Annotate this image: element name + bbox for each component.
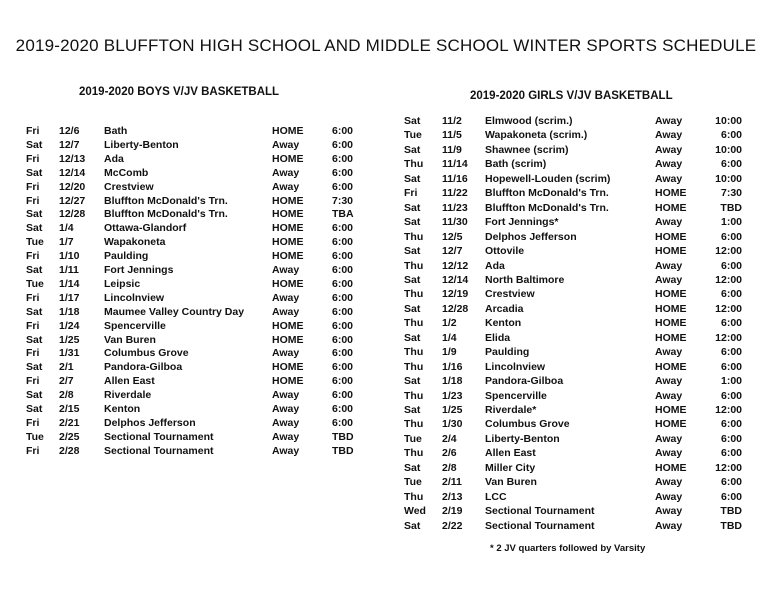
cell-date: 11/2: [442, 115, 462, 127]
cell-location: Away: [272, 264, 300, 276]
cell-time: 6:00: [332, 416, 354, 429]
girls-footnote: * 2 JV quarters followed by Varsity: [490, 543, 646, 554]
cell-time: 6:00: [720, 259, 742, 272]
cell-location: Away: [655, 346, 683, 359]
cell-opponent: Pandora-Gilboa: [104, 361, 183, 374]
cell-date: 1/23: [442, 389, 463, 402]
cell-time: 6:00: [720, 158, 742, 171]
cell-opponent: Riverdale*: [485, 404, 537, 416]
cell-day: Sat: [404, 375, 421, 388]
cell-opponent: Allen East: [104, 375, 155, 388]
cell-day: Sat: [26, 361, 43, 374]
cell-time: TBD: [720, 519, 742, 532]
cell-date: 2/15: [59, 403, 80, 415]
cell-date: 1/31: [59, 347, 80, 360]
cell-day: Sat: [404, 143, 421, 156]
cell-date: 1/4: [442, 331, 457, 344]
cell-day: Wed: [404, 505, 426, 518]
cell-opponent: Sectional Tournament: [485, 519, 595, 532]
cell-date: 12/7: [59, 138, 80, 151]
cell-location: HOME: [272, 194, 304, 207]
cell-location: Away: [272, 403, 300, 415]
cell-time: 6:00: [720, 288, 742, 301]
cell-day: Thu: [404, 490, 424, 503]
cell-time: 6:00: [332, 152, 354, 165]
cell-time: 12:00: [715, 404, 742, 416]
cell-location: Away: [272, 444, 300, 457]
cell-date: 12/6: [59, 125, 80, 137]
cell-location: HOME: [655, 187, 687, 200]
cell-day: Sat: [404, 461, 421, 474]
cell-location: HOME: [272, 375, 304, 388]
cell-day: Sat: [404, 201, 421, 214]
cell-location: HOME: [655, 201, 687, 214]
cell-time: 1:00: [720, 216, 742, 229]
cell-opponent: Bluffton McDonald's Trn.: [485, 201, 609, 214]
cell-day: Tue: [404, 476, 422, 489]
cell-location: Away: [272, 166, 300, 179]
cell-day: Thu: [404, 230, 424, 243]
cell-date: 2/6: [442, 447, 457, 460]
cell-location: Away: [655, 259, 683, 272]
cell-opponent: Spencerville: [485, 389, 547, 402]
cell-opponent: Elida: [485, 331, 511, 344]
cell-location: HOME: [272, 277, 304, 290]
cell-time: 12:00: [715, 331, 742, 344]
cell-time: 6:00: [332, 291, 354, 304]
cell-opponent: Delphos Jefferson: [104, 416, 196, 429]
cell-date: 1/2: [442, 317, 457, 330]
cell-date: 1/17: [59, 291, 80, 304]
cell-time: 6:00: [720, 230, 742, 243]
cell-date: 11/16: [442, 172, 468, 185]
cell-location: HOME: [272, 250, 304, 263]
cell-day: Fri: [26, 416, 40, 429]
cell-date: 12/28: [442, 302, 469, 315]
cell-opponent: Liberty-Benton: [104, 138, 179, 151]
cell-opponent: Delphos Jefferson: [485, 230, 577, 243]
cell-location: Away: [655, 505, 683, 518]
cell-opponent: Spencerville: [104, 319, 166, 332]
cell-date: 12/19: [442, 288, 469, 301]
cell-time: 6:00: [720, 389, 742, 402]
cell-day: Fri: [26, 444, 40, 457]
cell-time: 7:30: [332, 194, 354, 207]
cell-opponent: Kenton: [485, 317, 522, 330]
cell-date: 1/14: [59, 277, 80, 290]
cell-day: Thu: [404, 346, 424, 359]
cell-time: 10:00: [715, 115, 742, 127]
cell-time: 6:00: [332, 138, 354, 151]
cell-opponent: Sectional Tournament: [104, 430, 214, 443]
cell-opponent: Paulding: [485, 346, 530, 359]
cell-date: 1/16: [442, 360, 463, 373]
cell-date: 11/22: [442, 187, 468, 200]
cell-location: HOME: [655, 404, 687, 416]
cell-date: 1/24: [59, 319, 80, 332]
cell-location: Away: [655, 143, 683, 156]
cell-time: 6:00: [332, 236, 354, 249]
cell-time: 6:00: [720, 447, 742, 460]
cell-day: Fri: [26, 152, 40, 165]
cell-date: 12/27: [59, 194, 86, 207]
cell-day: Fri: [404, 187, 418, 200]
cell-opponent: Maumee Valley Country Day: [104, 305, 245, 318]
cell-day: Sat: [404, 216, 421, 229]
cell-location: HOME: [655, 245, 687, 258]
cell-opponent: Ada: [485, 259, 505, 272]
cell-day: Sat: [26, 166, 43, 179]
cell-time: TBD: [332, 430, 354, 443]
cell-date: 1/30: [442, 418, 463, 431]
cell-day: Thu: [404, 317, 424, 330]
cell-time: 12:00: [715, 273, 742, 286]
cell-day: Tue: [26, 430, 44, 443]
cell-day: Thu: [404, 447, 424, 460]
cell-time: 6:00: [332, 222, 354, 235]
cell-day: Thu: [404, 288, 424, 301]
cell-location: Away: [272, 430, 300, 443]
cell-opponent: Ottawa-Glandorf: [104, 222, 187, 235]
cell-opponent: Liberty-Benton: [485, 432, 560, 445]
cell-location: Away: [655, 158, 683, 171]
cell-date: 1/9: [442, 346, 457, 359]
cell-date: 1/4: [59, 222, 74, 235]
cell-date: 2/1: [59, 361, 74, 374]
cell-day: Thu: [404, 259, 424, 272]
cell-day: Sat: [26, 333, 43, 346]
cell-date: 12/28: [59, 208, 86, 221]
cell-opponent: Sectional Tournament: [485, 505, 595, 518]
cell-time: 6:00: [720, 317, 742, 330]
cell-location: Away: [655, 432, 683, 445]
cell-opponent: Fort Jennings*: [485, 216, 559, 229]
cell-day: Sat: [404, 115, 421, 127]
cell-opponent: Fort Jennings: [104, 264, 174, 276]
cell-day: Sat: [404, 273, 421, 286]
cell-time: 6:00: [332, 277, 354, 290]
cell-date: 2/11: [442, 476, 462, 489]
cell-location: Away: [655, 216, 683, 229]
cell-date: 12/20: [59, 180, 86, 193]
cell-day: Sat: [26, 138, 43, 151]
cell-day: Fri: [26, 250, 40, 263]
cell-opponent: Bath (scrim): [485, 158, 547, 171]
cell-day: Sat: [404, 404, 421, 416]
boys-heading: 2019-2020 BOYS V/JV BASKETBALL: [79, 86, 280, 98]
cell-location: Away: [655, 115, 683, 127]
cell-day: Thu: [404, 158, 424, 171]
cell-date: 11/9: [442, 143, 462, 156]
cell-day: Tue: [26, 277, 44, 290]
cell-opponent: Van Buren: [104, 333, 156, 346]
cell-location: Away: [272, 389, 300, 402]
cell-location: Away: [655, 476, 683, 489]
cell-time: 6:00: [332, 333, 354, 346]
cell-location: Away: [655, 490, 683, 503]
cell-time: 6:00: [332, 125, 354, 137]
cell-location: Away: [655, 273, 683, 286]
cell-time: 6:00: [332, 264, 354, 276]
cell-location: HOME: [655, 302, 687, 315]
cell-time: 7:30: [720, 187, 742, 200]
cell-time: 6:00: [332, 166, 354, 179]
cell-location: Away: [272, 138, 300, 151]
cell-location: Away: [655, 172, 683, 185]
cell-time: 6:00: [332, 361, 354, 374]
cell-date: 1/18: [59, 305, 80, 318]
cell-date: 1/25: [59, 333, 80, 346]
cell-date: 11/14: [442, 158, 468, 171]
cell-time: 6:00: [720, 129, 742, 142]
cell-date: 2/22: [442, 519, 463, 532]
cell-day: Fri: [26, 347, 40, 360]
cell-opponent: Bath: [104, 125, 128, 137]
cell-opponent: Pandora-Gilboa: [485, 375, 564, 388]
cell-time: 12:00: [715, 461, 742, 474]
cell-opponent: Elmwood (scrim.): [485, 115, 573, 127]
cell-location: HOME: [272, 125, 304, 137]
cell-location: Away: [272, 305, 300, 318]
cell-time: 6:00: [332, 319, 354, 332]
cell-location: HOME: [272, 333, 304, 346]
cell-location: HOME: [272, 236, 304, 249]
cell-date: 2/25: [59, 430, 80, 443]
cell-time: 6:00: [720, 476, 742, 489]
cell-time: 12:00: [715, 302, 742, 315]
cell-date: 12/14: [442, 273, 469, 286]
cell-location: HOME: [272, 208, 304, 221]
cell-opponent: Bluffton McDonald's Trn.: [104, 208, 228, 221]
cell-time: 6:00: [332, 305, 354, 318]
cell-location: HOME: [272, 152, 304, 165]
cell-time: 6:00: [720, 346, 742, 359]
cell-date: 1/10: [59, 250, 80, 263]
cell-time: 6:00: [332, 250, 354, 263]
cell-day: Thu: [404, 389, 424, 402]
cell-day: Thu: [404, 360, 424, 373]
cell-day: Fri: [26, 125, 40, 137]
cell-day: Fri: [26, 291, 40, 304]
cell-day: Fri: [26, 375, 40, 388]
cell-day: Tue: [404, 432, 422, 445]
cell-day: Sat: [404, 331, 421, 344]
cell-day: Sat: [26, 222, 43, 235]
cell-opponent: Columbus Grove: [104, 347, 189, 360]
cell-day: Sat: [404, 172, 421, 185]
cell-date: 12/12: [442, 259, 469, 272]
cell-time: 6:00: [332, 180, 354, 193]
cell-opponent: Crestview: [485, 288, 535, 301]
cell-date: 11/23: [442, 201, 468, 214]
cell-opponent: Bluffton McDonald's Trn.: [104, 194, 228, 207]
cell-date: 2/4: [442, 432, 457, 445]
cell-day: Fri: [26, 180, 40, 193]
cell-date: 2/21: [59, 416, 80, 429]
cell-location: Away: [272, 347, 300, 360]
cell-location: HOME: [655, 418, 687, 431]
cell-date: 12/5: [442, 230, 463, 243]
cell-time: TBD: [332, 444, 354, 457]
girls-heading: 2019-2020 GIRLS V/JV BASKETBALL: [470, 90, 673, 102]
cell-day: Sat: [26, 389, 43, 402]
cell-day: Fri: [26, 319, 40, 332]
cell-opponent: Lincolnview: [485, 360, 546, 373]
cell-location: HOME: [655, 331, 687, 344]
cell-day: Sat: [26, 305, 43, 318]
cell-time: 10:00: [715, 143, 742, 156]
cell-opponent: Arcadia: [485, 302, 524, 315]
cell-location: HOME: [272, 319, 304, 332]
cell-opponent: Sectional Tournament: [104, 444, 214, 457]
cell-time: 6:00: [332, 403, 354, 415]
cell-time: 6:00: [720, 490, 742, 503]
cell-location: Away: [655, 375, 683, 388]
cell-opponent: Wapakoneta: [104, 236, 166, 249]
cell-location: Away: [655, 447, 683, 460]
cell-day: Sat: [404, 519, 421, 532]
cell-date: 2/8: [442, 461, 457, 474]
cell-opponent: Kenton: [104, 403, 141, 415]
cell-location: HOME: [272, 361, 304, 374]
cell-time: 12:00: [715, 245, 742, 258]
cell-date: 2/19: [442, 505, 463, 518]
cell-date: 11/30: [442, 216, 468, 229]
cell-opponent: Hopewell-Louden (scrim): [485, 172, 611, 185]
cell-day: Sat: [26, 264, 43, 276]
cell-time: TBD: [720, 201, 742, 214]
cell-opponent: Columbus Grove: [485, 418, 570, 431]
cell-location: HOME: [655, 461, 687, 474]
cell-opponent: Van Buren: [485, 476, 537, 489]
cell-date: 2/8: [59, 389, 74, 402]
cell-opponent: Miller City: [485, 461, 536, 474]
cell-time: 6:00: [332, 347, 354, 360]
cell-time: 10:00: [715, 172, 742, 185]
cell-day: Sat: [404, 245, 421, 258]
cell-opponent: North Baltimore: [485, 273, 565, 286]
cell-date: 1/7: [59, 236, 74, 249]
cell-opponent: Bluffton McDonald's Trn.: [485, 187, 609, 200]
cell-location: Away: [272, 416, 300, 429]
cell-time: 6:00: [332, 389, 354, 402]
cell-opponent: Leipsic: [104, 277, 141, 290]
cell-location: HOME: [655, 360, 687, 373]
cell-location: HOME: [655, 230, 687, 243]
cell-date: 12/13: [59, 152, 86, 165]
cell-location: Away: [272, 180, 300, 193]
cell-opponent: LCC: [485, 490, 507, 503]
cell-date: 2/28: [59, 444, 80, 457]
cell-day: Thu: [404, 418, 424, 431]
cell-day: Sat: [26, 208, 43, 221]
cell-opponent: Crestview: [104, 180, 154, 193]
cell-opponent: Ottovile: [485, 245, 525, 258]
cell-location: Away: [655, 389, 683, 402]
cell-location: HOME: [655, 317, 687, 330]
cell-date: 2/13: [442, 490, 463, 503]
cell-date: 2/7: [59, 375, 74, 388]
cell-date: 1/25: [442, 404, 463, 416]
cell-location: Away: [655, 519, 683, 532]
cell-time: 1:00: [720, 375, 742, 388]
cell-day: Tue: [404, 129, 422, 142]
cell-opponent: Wapakoneta (scrim.): [485, 129, 588, 142]
cell-date: 1/18: [442, 375, 463, 388]
cell-opponent: Shawnee (scrim): [485, 143, 569, 156]
cell-time: 6:00: [332, 375, 354, 388]
cell-time: TBD: [720, 505, 742, 518]
cell-opponent: Lincolnview: [104, 291, 165, 304]
cell-opponent: Paulding: [104, 250, 149, 263]
page-title: 2019-2020 BLUFFTON HIGH SCHOOL AND MIDDLE SCHOOL WINTER SPORTS SCHEDULE: [15, 36, 757, 55]
cell-day: Tue: [26, 236, 44, 249]
cell-location: Away: [655, 129, 683, 142]
cell-location: Away: [272, 291, 300, 304]
cell-date: 12/14: [59, 166, 86, 179]
cell-date: 1/11: [59, 264, 79, 276]
cell-location: HOME: [655, 288, 687, 301]
cell-time: 6:00: [720, 432, 742, 445]
cell-opponent: Ada: [104, 152, 124, 165]
cell-date: 11/5: [442, 129, 462, 142]
cell-opponent: Riverdale: [104, 389, 152, 402]
cell-day: Fri: [26, 194, 40, 207]
cell-time: 6:00: [720, 418, 742, 431]
cell-day: Sat: [26, 403, 43, 415]
cell-time: 6:00: [720, 360, 742, 373]
cell-date: 12/7: [442, 245, 463, 258]
cell-day: Sat: [404, 302, 421, 315]
cell-time: TBA: [332, 208, 354, 221]
cell-opponent: Allen East: [485, 447, 536, 460]
cell-opponent: McComb: [104, 166, 149, 179]
cell-location: HOME: [272, 222, 304, 235]
